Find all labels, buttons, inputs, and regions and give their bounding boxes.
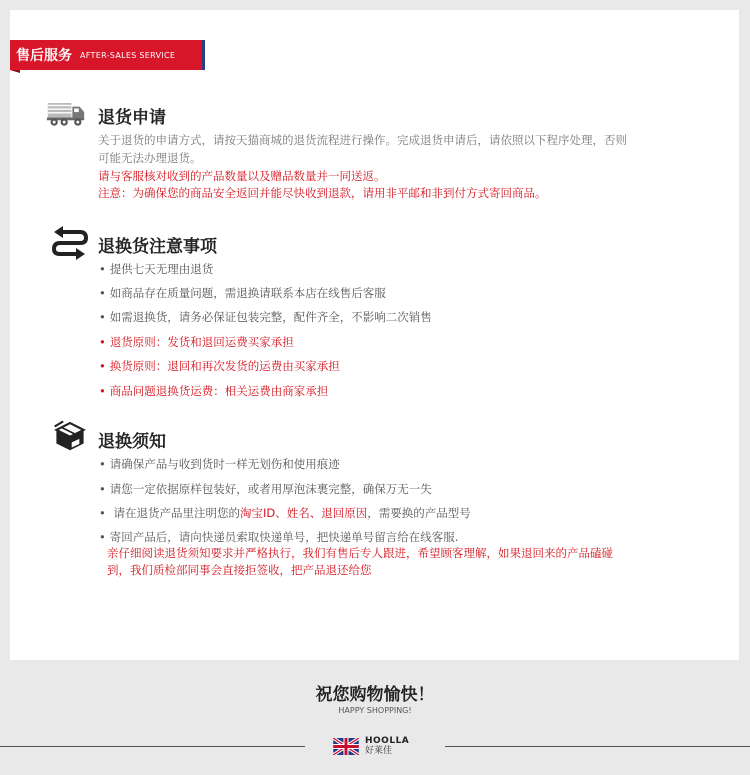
section1-red-line-2: 注意：为确保您的商品安全返回并能尽快收到退款，请用非平邮和非到付方式寄回商品。 [98,186,547,200]
return-notice-item [99,505,471,521]
return-notice-item-pre: 请在退货产品里注明您的 [113,506,240,520]
banner-accent-strip [202,40,205,70]
brand-logo [333,736,409,756]
return-notice-item: • 寄回产品后，请向快递员索取快递单号，把快递单号留言给在线客服. [99,529,458,545]
after-sales-card [10,10,739,660]
section1-text-line-2: 可能无法办理退货。 [98,151,202,165]
exchange-arrows-icon [50,226,90,260]
return-notice-item-highlight: 淘宝ID、姓名、退回原因 [239,506,368,520]
banner-title-cn: 售后服务 [16,48,72,64]
return-notice-item: • 请您一定依据原样包装好，或者用厚泡沫裹完整，确保万无一失 [99,481,432,497]
uk-flag-icon [333,738,359,755]
section-title-return-notice: 退换须知 [98,432,166,452]
section-title-return-application: 退货申请 [98,108,166,128]
section1-red-line-1: 请与客服核对收到的产品数量以及赠品数量并一同送返。 [98,169,386,183]
package-box-icon [50,418,90,452]
footer-divider-right [445,746,750,747]
banner-title-en: AFTER-SALES SERVICE [80,50,176,60]
section1-text-line-1: 关于退货的申请方式，请按天猫商城的退货流程进行操作。完成退货申请后，请依照以下程序处理，否则 [98,133,627,147]
section-title-exchange-notes: 退换货注意事项 [98,237,217,257]
return-notice-item-post: ，需要换的产品型号 [367,506,471,520]
return-notice-item: • 请确保产品与收到货时一样无划伤和使用痕迹 [99,456,340,472]
footer-greeting-en: HAPPY SHOPPING! [338,706,412,715]
footer-greeting: 祝您购物愉快！ [315,685,435,705]
exchange-note-item: • 如商品存在质量问题，需退换请联系本店在线售后客服 [99,285,386,301]
exchange-note-item-red: • 商品问题退换货运费：相关运费由商家承担 [99,383,328,399]
exchange-note-item-red: • 退货原则：发货和退回运费买家承担 [99,334,294,350]
brand-name-en: HOOLLA [365,736,410,746]
exchange-note-item: • 如需退换货，请务必保证包装完整，配件齐全，不影响二次销售 [99,309,432,325]
exchange-note-item-red: • 换货原则：退回和再次发货的运费由买家承担 [99,358,340,374]
banner-fold [10,70,20,73]
after-sales-banner [10,40,202,70]
return-notice-red-line-1: 亲仔细阅读退货须知要求并严格执行，我们有售后专人跟进，希望顾客理解，如果退回来的产品磕碰 [107,546,613,560]
exchange-note-item: • 提供七天无理由退货 [99,261,213,277]
truck-icon [46,96,86,130]
return-notice-red-line-2: 到，我们质检部同事会直接拒签收，把产品退还给您 [107,563,372,577]
brand-name-cn: 好莱佳 [365,746,393,756]
footer-divider-left [0,746,305,747]
